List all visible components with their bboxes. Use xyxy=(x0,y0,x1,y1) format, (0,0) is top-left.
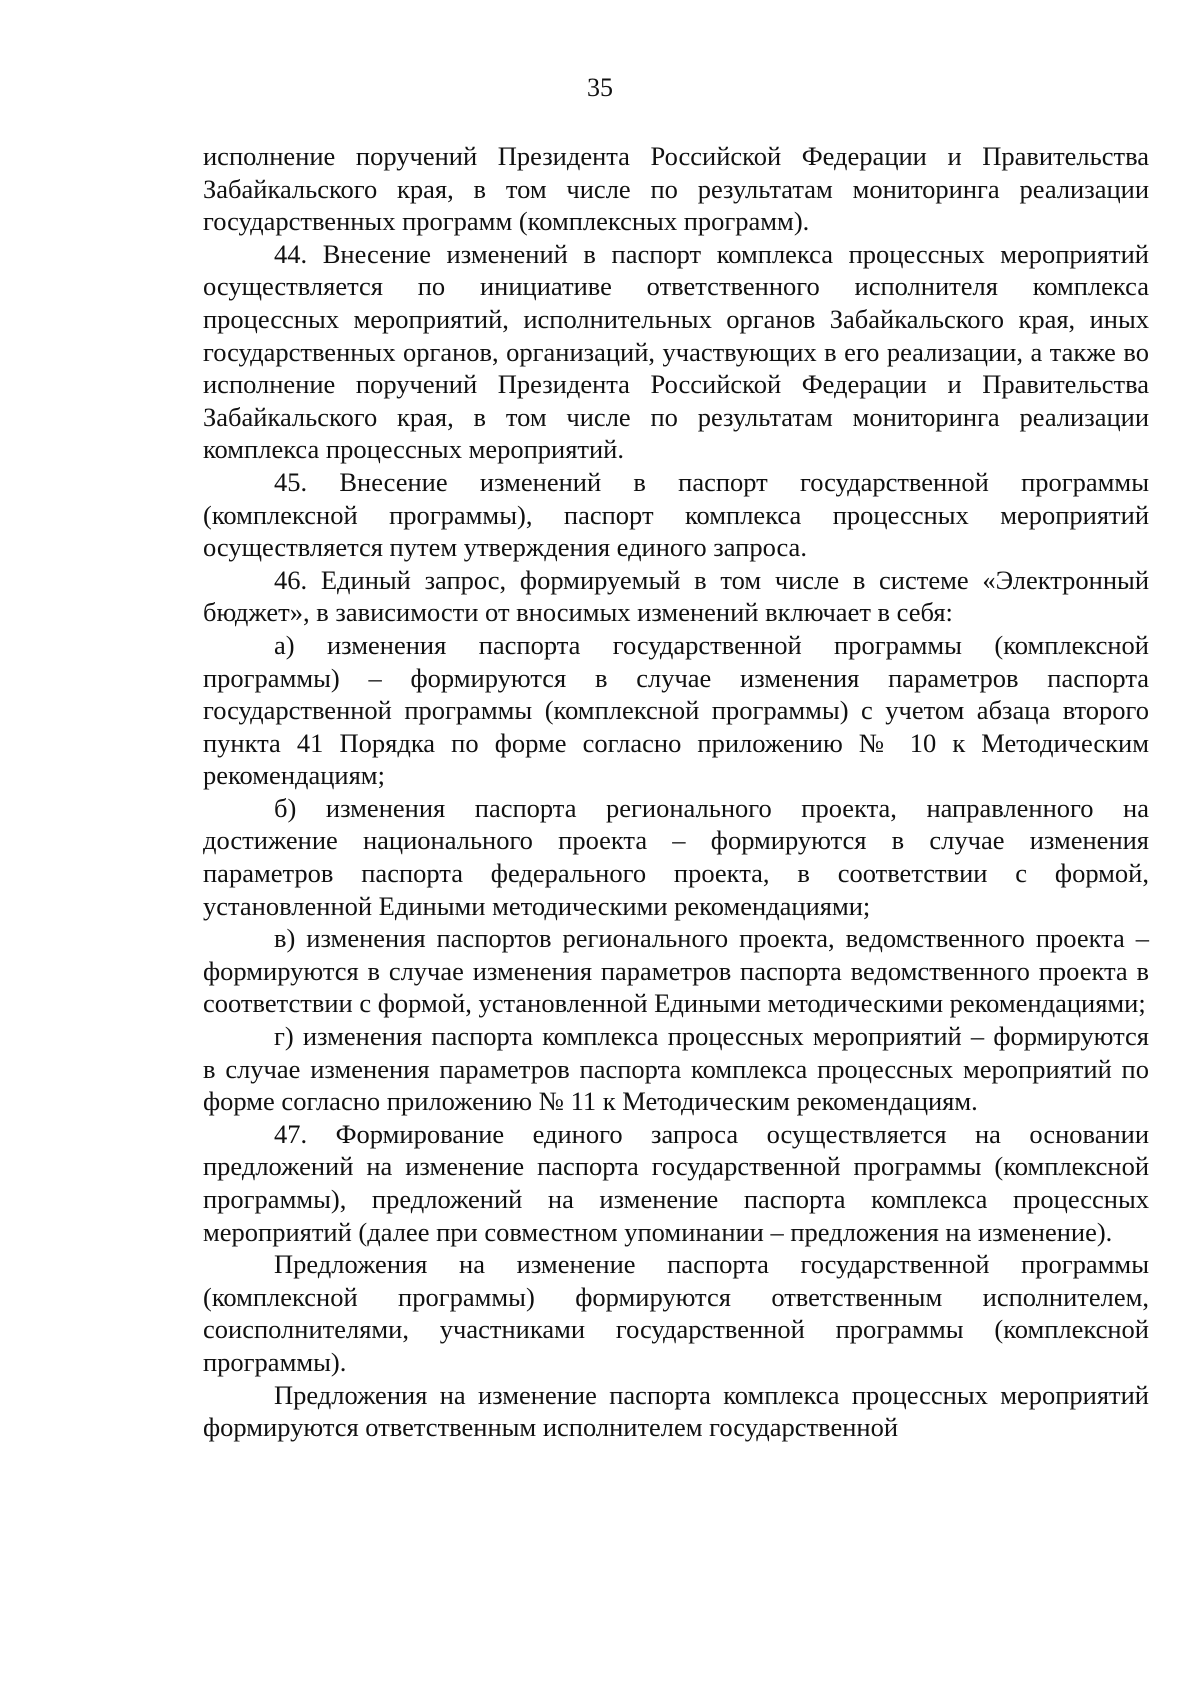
paragraph-continuation: исполнение поручений Президента Российской Федерации и Правительства Забайкальского края, в том числе по результатам мониторинга реализации государственных программ (комплексных программ). xyxy=(203,141,1149,237)
paragraph-46: 46. Единый запрос, формируемый в том числе в системе «Электронный бюджет», в зависимости от вносимых изменений включает в себя: xyxy=(203,564,1149,628)
paragraph-45: 45. Внесение изменений в паспорт государственной программы (комплексной программы), паспорт комплекса процессных мероприятий осуществляется путем утверждения единого запроса. xyxy=(203,466,1149,563)
paragraph-46-v: в) изменения паспортов регионального проекта, ведомственного проекта – формируются в случае изменения параметров паспорта ведомственного проекта в соответствии с формой, установленной Едиными методическими рекомендациями; xyxy=(203,923,1149,1019)
paragraph-44: 44. Внесение изменений в паспорт комплекса процессных мероприятий осуществляется по инициативе ответственного исполнителя комплекса процессных мероприятий, исполнительных органов Забайкальского края, иных государственных органов, организаций, участвующих в его реализации, а также во исполнение поручений Президента Российской Федерации и Правительства Забайкальского края, в том числе по результатам мониторинга реализации комплекса процессных мероприятий. xyxy=(203,238,1149,465)
paragraph-46-a: а) изменения паспорта государственной программы (комплексной программы) – формируются в случае изменения параметров паспорта государственной программы (комплексной программы) с учетом абзаца второго пункта 41 Порядка по форме согласно приложению № 10 к Методическим рекомендациям; xyxy=(203,629,1149,791)
paragraph-46-b: б) изменения паспорта регионального проекта, направленного на достижение национального проекта – формируются в случае изменения параметров паспорта федерального проекта, в соответствии с формой, установленной Едиными методическими рекомендациями; xyxy=(203,792,1149,921)
document-body xyxy=(203,140,1149,1444)
page-number: 35 xyxy=(587,73,613,102)
paragraph-proposals-complex: Предложения на изменение паспорта комплекса процессных мероприятий формируются ответственным исполнителем государственной xyxy=(203,1379,1149,1443)
paragraph-47: 47. Формирование единого запроса осуществляется на основании предложений на изменение паспорта государственной программы (комплексной программы), предложений на изменение паспорта комплекса процессных мероприятий (далее при совместном упоминании – предложения на изменение). xyxy=(203,1118,1149,1247)
paragraph-46-g: г) изменения паспорта комплекса процессных мероприятий – формируются в случае изменения параметров паспорта комплекса процессных мероприятий по форме согласно приложению № 11 к Методическим рекомендациям. xyxy=(203,1021,1149,1117)
paragraph-proposals-program: Предложения на изменение паспорта государственной программы (комплексной программы) формируются ответственным исполнителем, соисполнителями, участниками государственной программы (комплексной программы). xyxy=(203,1249,1149,1377)
